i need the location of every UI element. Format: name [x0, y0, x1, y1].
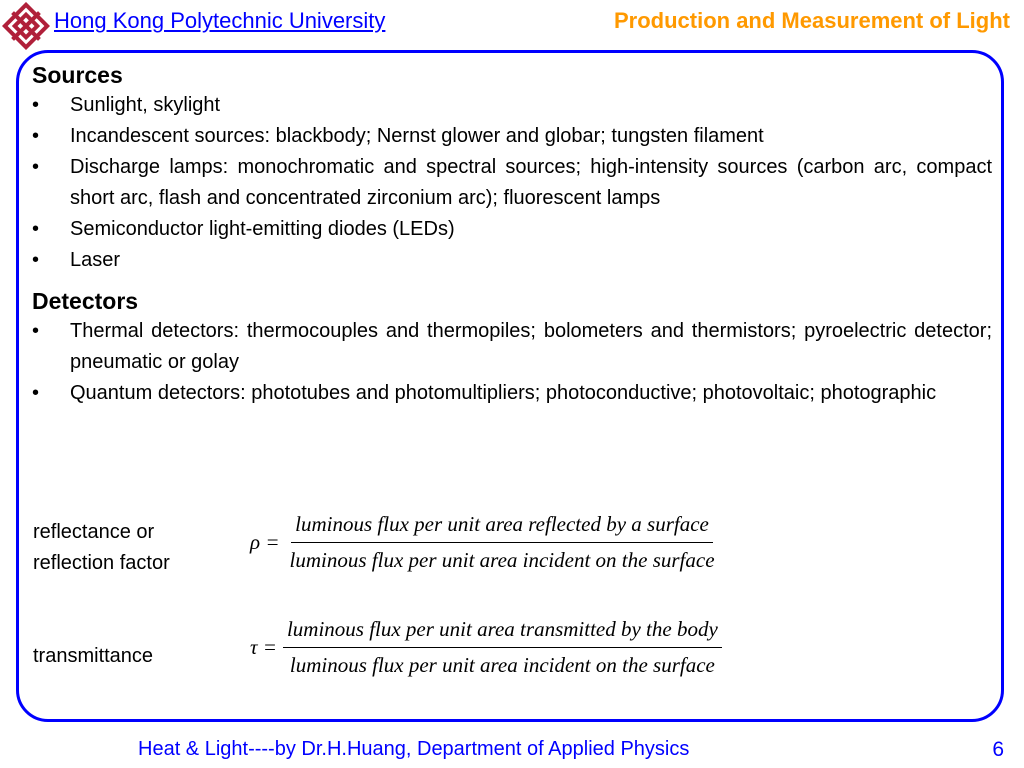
transmittance-equation [250, 617, 722, 678]
reflectance-label-line1: reflectance or [33, 521, 155, 543]
list-item: • Incandescent sources: blackbody; Nernst glower and globar; tungsten filament [32, 121, 992, 152]
university-logo-icon [2, 2, 50, 50]
rho-symbol: ρ = [250, 530, 280, 554]
detectors-heading: Detectors [32, 288, 139, 314]
transmittance-numerator: luminous flux per unit area transmitted by the body [283, 617, 722, 648]
page-number: 6 [992, 738, 1004, 761]
reflectance-numerator: luminous flux per unit area reflected by a surface [291, 512, 713, 543]
footer-credit: Heat & Light----by Dr.H.Huang, Department of Applied Physics [138, 738, 690, 760]
list-item: • Discharge lamps: monochromatic and spectral sources; high-intensity sources (carbon arc, compact short arc, flash and concentrated zirconium arc); fluorescent lamps [32, 152, 992, 214]
list-item: • Quantum detectors: phototubes and photomultipliers; photoconductive; photovoltaic; photographic [32, 378, 992, 409]
reflectance-label-line2: reflection factor [33, 552, 170, 574]
reflectance-label [33, 517, 170, 579]
transmittance-label: transmittance [33, 645, 154, 667]
sources-heading: Sources [32, 62, 123, 88]
list-item: • Laser [32, 245, 992, 276]
content-text [32, 60, 992, 409]
tau-symbol: τ = [250, 635, 277, 659]
detectors-list [32, 316, 992, 409]
list-item: • Thermal detectors: thermocouples and thermopiles; bolometers and thermistors; pyroelectric detector; pneumatic or golay [32, 316, 992, 378]
list-item: • Semiconductor light-emitting diodes (LEDs) [32, 214, 992, 245]
reflectance-denominator: luminous flux per unit area incident on the surface [289, 548, 715, 572]
reflectance-equation [250, 512, 719, 573]
transmittance-fraction [283, 617, 722, 678]
transmittance-denominator: luminous flux per unit area incident on the surface [289, 653, 715, 677]
reflectance-fraction [286, 512, 719, 573]
list-item: • Sunlight, skylight [32, 90, 992, 121]
slide-title: Production and Measurement of Light [613, 8, 1010, 33]
university-link[interactable]: Hong Kong Polytechnic University [54, 8, 386, 33]
sources-list [32, 90, 992, 276]
